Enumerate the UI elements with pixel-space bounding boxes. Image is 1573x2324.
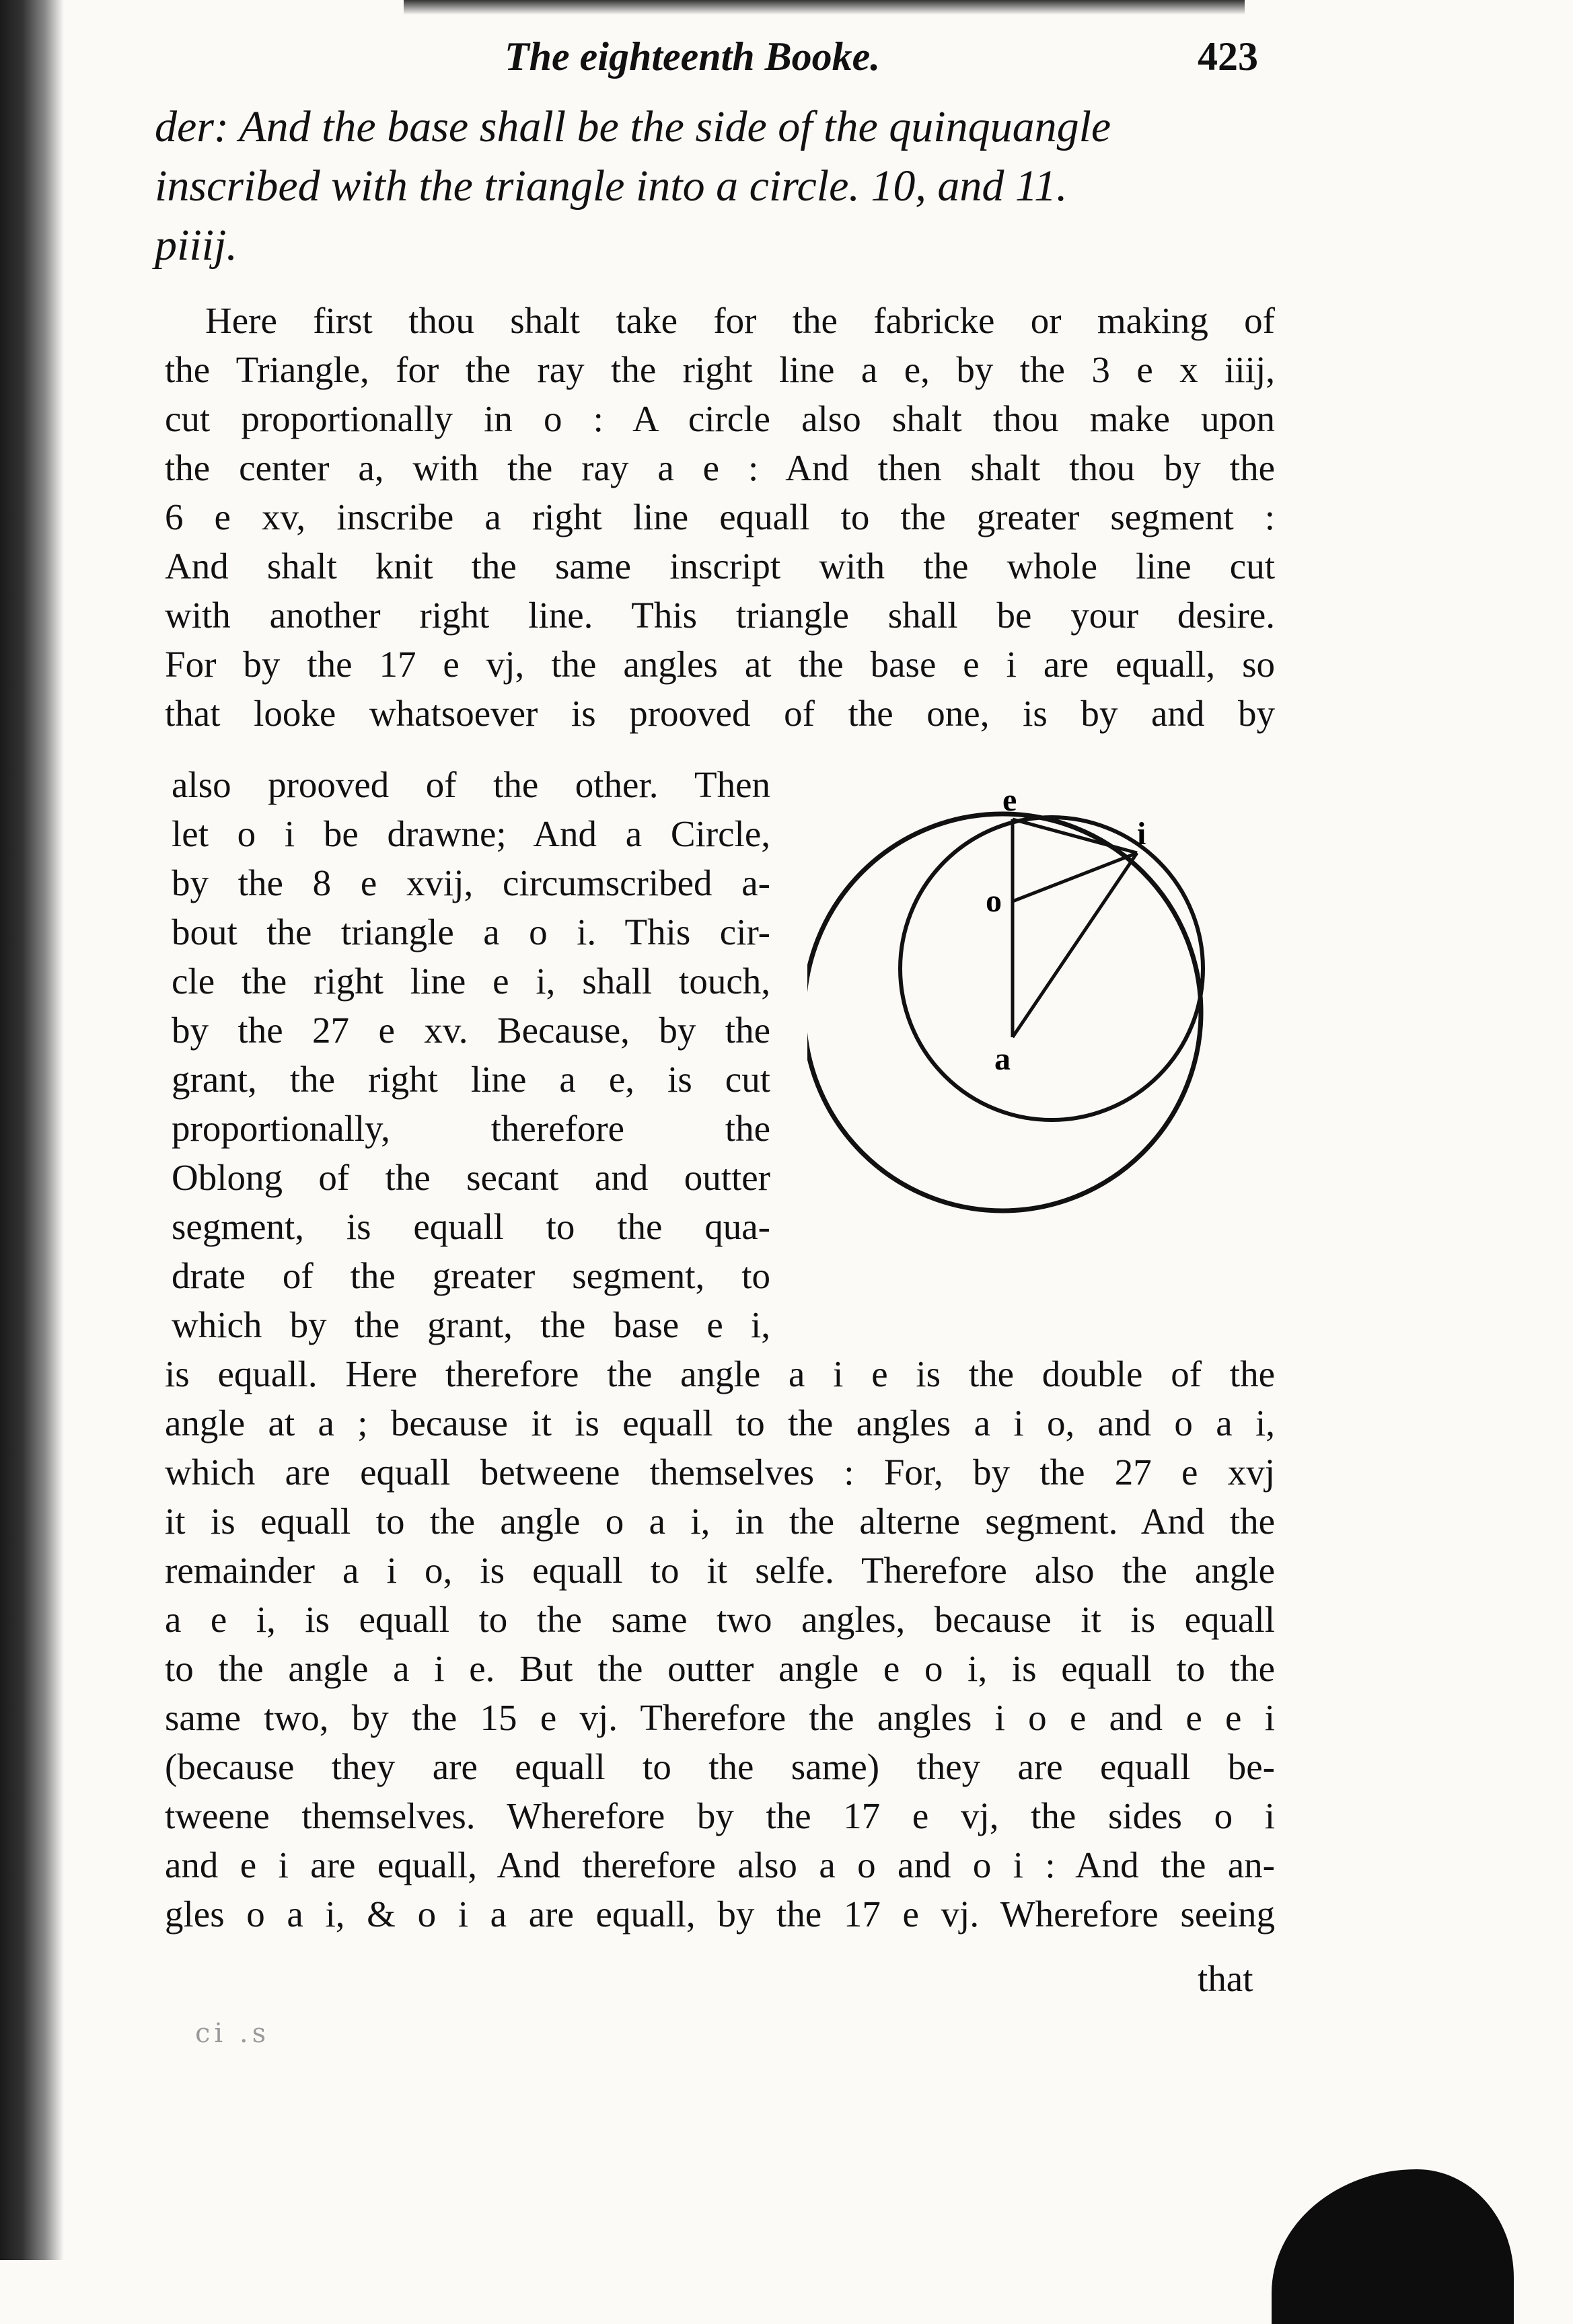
body-line: 6 e xv, inscribe a right line equall to the greater segment :	[165, 496, 1275, 537]
body-line: tweene themselves. Wherefore by the 17 e vj, the sides o i	[165, 1795, 1275, 1836]
statement-line: der: And the base shall be the side of the quinquangle	[155, 102, 1111, 151]
label-i: i	[1137, 816, 1146, 852]
statement-line: inscribed with the triangle into a circle. 10, and 11.	[155, 161, 1068, 211]
body-line: And shalt knit the same inscript with the whole line cut	[165, 546, 1275, 587]
body-line: Oblong of the secant and outter	[172, 1157, 770, 1198]
body-line: it is equall to the angle o a i, in the alterne segment. And the	[165, 1501, 1275, 1542]
page-top-shadow	[404, 0, 1245, 15]
body-line: cut proportionally in o : A circle also shalt thou make upon	[165, 398, 1275, 439]
label-e: e	[1002, 782, 1017, 818]
body-line: For by the 17 e vj, the angles at the base e i are equall, so	[165, 644, 1275, 685]
body-line: Here first thou shalt take for the fabricke or making of	[205, 300, 1275, 341]
body-line: is equall. Here therefore the angle a i e is the double of the	[165, 1353, 1275, 1394]
line-e-i	[1013, 819, 1137, 853]
body-line: a e i, is equall to the same two angles, because it is equall	[165, 1599, 1275, 1640]
body-line: cle the right line e i, shall touch,	[172, 961, 770, 1002]
body-line: by the 27 e xv. Because, by the	[172, 1010, 770, 1051]
label-a: a	[994, 1041, 1011, 1077]
body-line: remainder a i o, is equall to it selfe. Therefore also the angle	[165, 1550, 1275, 1591]
body-line: which by the grant, the base e i,	[172, 1304, 770, 1345]
ink-blot	[1272, 2169, 1514, 2324]
body-line: (because they are equall to the same) they are equall be-	[165, 1746, 1275, 1787]
body-line: let o i be drawne; And a Circle,	[172, 813, 770, 854]
body-paragraph-bottom	[165, 1349, 1275, 1939]
body-line: by the 8 e xvij, circumscribed a-	[172, 862, 770, 903]
body-line: proportionally, therefore the	[172, 1108, 770, 1149]
body-line: and e i are equall, And therefore also a o and o i : And the an-	[165, 1844, 1275, 1885]
line-o-i	[1013, 853, 1137, 901]
page-header	[155, 34, 1258, 94]
body-line: bout the triangle a o i. This cir-	[172, 911, 770, 952]
geometry-figure	[807, 774, 1292, 1258]
body-line: that looke whatsoever is prooved of the one, is by and by	[165, 693, 1275, 734]
body-paragraph-top	[165, 296, 1275, 738]
page-gutter-shadow	[0, 0, 64, 2260]
body-line: drate of the greater segment, to	[172, 1255, 770, 1296]
label-o: o	[986, 883, 1002, 919]
statement-line: piiij.	[155, 221, 237, 270]
small-circle	[900, 817, 1203, 1120]
proposition-statement	[155, 98, 1272, 275]
body-line: with another right line. This triangle shall be your desire.	[165, 595, 1275, 636]
body-line: also prooved of the other. Then	[172, 764, 770, 805]
circle-triangle-diagram	[807, 774, 1292, 1258]
body-line: grant, the right line a e, is cut	[172, 1059, 770, 1100]
running-head: The eighteenth Booke.	[505, 34, 881, 79]
body-line: segment, is equall to the qua-	[172, 1206, 770, 1247]
body-line: angle at a ; because it is equall to the angles a i o, and o a i,	[165, 1402, 1275, 1444]
page-number: 423	[1198, 34, 1258, 79]
body-paragraph-beside-figure	[172, 760, 770, 1349]
large-circle	[807, 814, 1201, 1211]
body-line: gles o a i, & o i a are equall, by the 17 e vj. Wherefore seeing	[165, 1894, 1275, 1935]
body-line: the center a, with the ray a e : And then shalt thou by the	[165, 447, 1275, 488]
body-line: same two, by the 15 e vj. Therefore the angles i o e and e e i	[165, 1697, 1275, 1738]
body-line: which are equall betweene themselves : For, by the 27 e xvj	[165, 1452, 1275, 1493]
body-line: the Triangle, for the ray the right line a e, by the 3 e x iiij,	[165, 349, 1275, 390]
body-line: to the angle a i e. But the outter angle e o i, is equall to the	[165, 1648, 1275, 1689]
bleed-through-text: ci .s	[195, 2018, 270, 2049]
catchword: that	[1198, 1958, 1253, 1999]
line-a-i	[1013, 853, 1137, 1037]
